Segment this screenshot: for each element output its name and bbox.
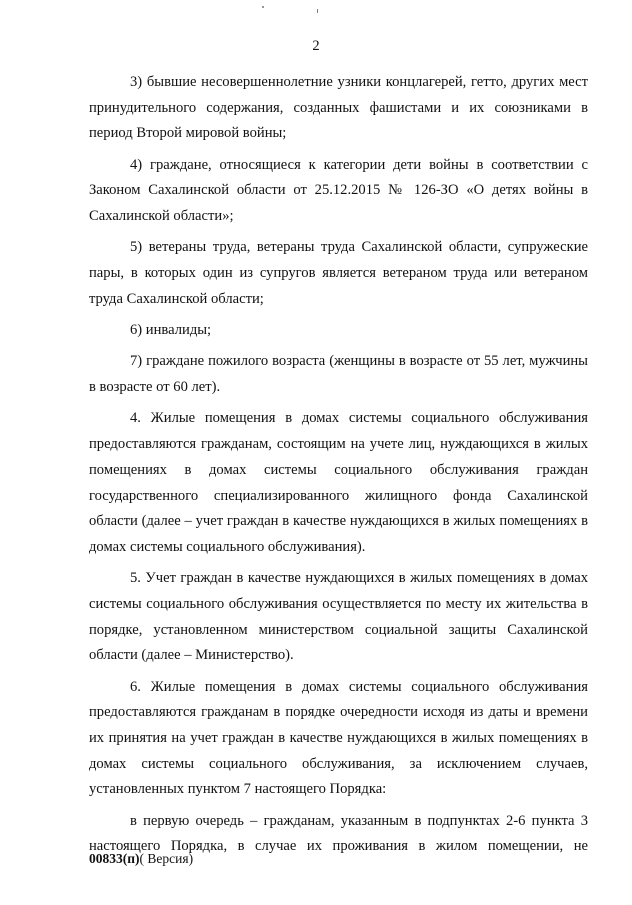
footer-document-code [89,850,193,868]
paragraph-item-7: 7) граждане пожилого возраста (женщины в возрасте от 55 лет, мужчины в возрасте от 60 лет). [89,353,588,396]
scan-speck [262,6,264,8]
paragraph-item-5: 5) ветераны труда, ветераны труда Сахалинской области, супружеские пары, в которых один из супругов является ветераном труда или ветераном труда Сахалинской области; [89,239,588,307]
paragraph-item-6: 6) инвалиды; [130,322,212,339]
paragraph-item-3: 3) бывшие несовершеннолетние узники концлагерей, гетто, других мест принудительного содержания, созданных фашистами и их союзниками в период Второй мировой войны; [89,74,588,142]
paragraph-item-4: 4) граждане, относящиеся к категории дети войны в соответствии с Законом Сахалинской области от 25.12.2015 № 126-ЗО «О детях войны в Сахалинской области»; [89,156,588,225]
paragraph-clause-4: 4. Жилые помещения в домах системы социального обслуживания предоставляются гражданам, состоящим на учете лиц, нуждающихся в жилых помещениях в домах системы социального обслуживания граждан государственного специализированного жилищного фонда Сахалинской области (далее – учет граждан в качестве нуждающихся в жилых помещениях в домах системы социального обслуживания). [89,410,588,555]
page-number: 2 [312,38,320,54]
document-code: 00833(п) [89,851,140,866]
document-version: ( Версия) [139,851,194,866]
scan-speck [317,9,318,13]
paragraph-clause-6: 6. Жилые помещения в домах системы социального обслуживания предоставляются гражданам в порядке очередности исходя из даты и времени их принятия на учет граждан в качестве нуждающихся в жилых помещениях в домах системы социального обслуживания, за исключением случаев, установленных пунктом 7 настоящего Порядка: [89,678,588,798]
document-body [89,70,588,866]
paragraph-clause-5: 5. Учет граждан в качестве нуждающихся в жилых помещениях в домах системы социального обслуживания осуществляется по месту их жительства в порядке, установленном министерством социальной защиты Сахалинской области (далее – Министерство). [89,570,588,664]
paragraph-first-priority: в первую очередь – гражданам, указанным в подпунктах 2-6 пункта 3 настоящего Порядка, в случае их проживания в жилом помещении, не [89,812,588,855]
